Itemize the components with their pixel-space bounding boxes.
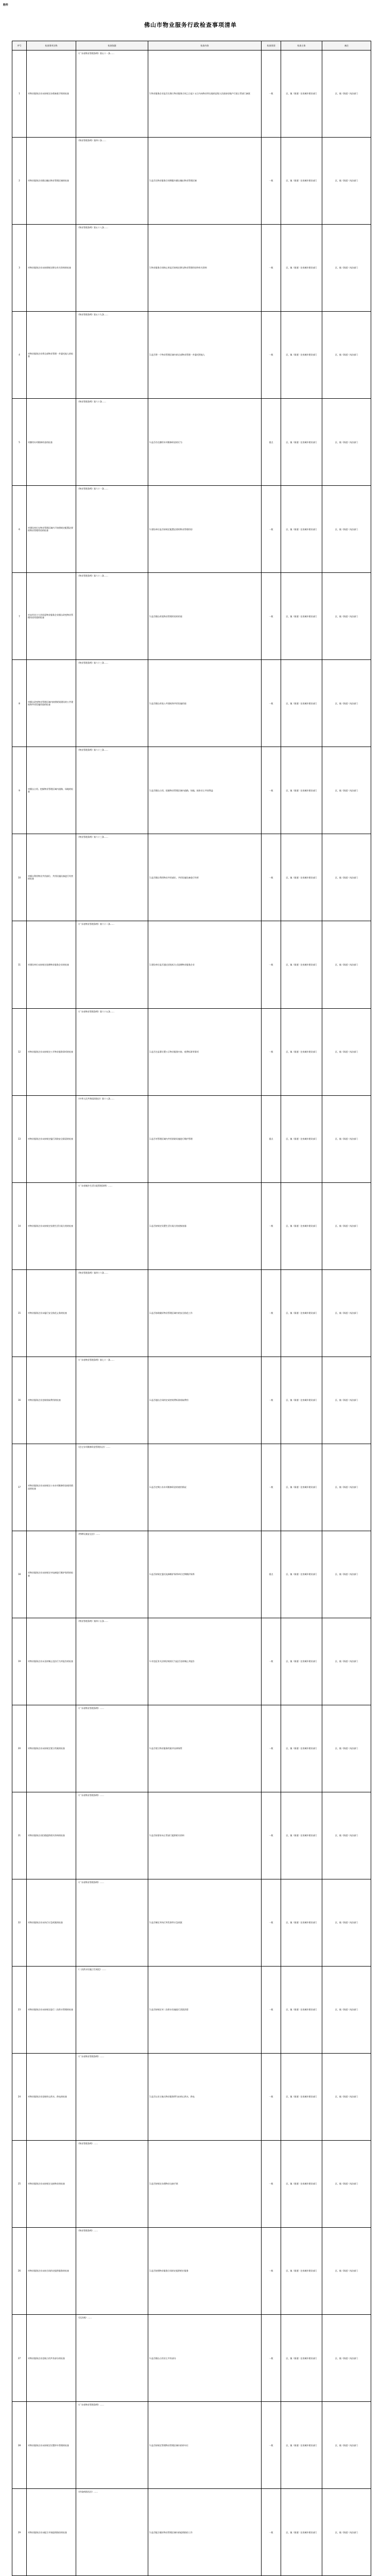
row-number: 16 xyxy=(12,1357,27,1444)
row-basis: 《广东省物业管理条例》…… xyxy=(76,1705,148,1792)
row-item-name: 对物业服务企业未按合同约定提供服务的检查 xyxy=(27,2228,76,2315)
row-note: 区、镇（街道）执法部门 xyxy=(322,1967,371,2054)
table-row xyxy=(12,138,371,225)
row-note: 区、镇（街道）执法部门 xyxy=(322,225,371,312)
row-content: 1.是否以业主拖欠物业服务费为由停止供水、供电 xyxy=(148,2054,262,2141)
row-number: 10 xyxy=(12,834,27,921)
row-category: 一般 xyxy=(262,50,281,138)
row-number: 27 xyxy=(12,2315,27,2402)
row-category: 一般 xyxy=(262,312,281,399)
row-item-name: 对物业服务企业将全部物业管理一并委托他人的检查 xyxy=(27,312,76,399)
row-content: 1.建设单位是否通过招投标方式选聘物业服务企业 xyxy=(148,921,262,1008)
row-category: 一般 xyxy=(262,2402,281,2489)
row-subject: 区、镇（街道）住房城乡建设部门 xyxy=(281,1357,322,1444)
attachment-label: 附件 xyxy=(3,4,9,7)
header-note: 备注 xyxy=(322,41,371,50)
row-basis: 《物业管理条例》第六十三条…… xyxy=(76,747,148,834)
row-content: 1.是否按规定设置生活垃圾分类收集容器 xyxy=(148,1182,262,1269)
row-item-name: 对物业服务企业未按照规定移交有关资料的检查 xyxy=(27,225,76,312)
row-number: 2 xyxy=(12,138,27,225)
row-number: 20 xyxy=(12,1705,27,1792)
table-row xyxy=(12,312,371,399)
row-subject: 区、镇（街道）住房城乡建设部门 xyxy=(281,1269,322,1357)
table-header-row xyxy=(12,41,371,50)
row-subject: 区、镇（街道）住房城乡建设部门 xyxy=(281,1444,322,1531)
row-content: 1.是否擅自改变物业管理用房的用途 xyxy=(148,573,262,660)
row-note: 区、镇（街道）执法部门 xyxy=(322,2315,371,2402)
row-item-name: 对未经业主大会同意物业服务企业擅自改变物业管理用房用途的检查 xyxy=(27,573,76,660)
row-subject: 区、镇（街道）住房城乡建设部门 xyxy=(281,2402,322,2489)
row-category: 一般 xyxy=(262,921,281,1008)
row-basis: 《广东省物业管理条例》第七十一条…… xyxy=(76,1357,148,1444)
row-subject: 区、镇（街道）住房城乡建设部门 xyxy=(281,2315,322,2402)
row-category: 一般 xyxy=(262,1357,281,1444)
row-basis: 《住宅专项维修资金管理办法》…… xyxy=(76,1444,148,1531)
row-note: 区、镇（街道）执法部门 xyxy=(322,747,371,834)
row-item-name: 对建设单位在物业管理区域内不按照规定配置必要的物业管理用房的检查 xyxy=(27,486,76,573)
table-row xyxy=(12,1967,371,2054)
row-subject: 区、镇（街道）住房城乡建设部门 xyxy=(281,660,322,747)
row-note: 区、镇（街道）执法部门 xyxy=(322,486,371,573)
row-basis: 《传染病防治法》…… xyxy=(76,2489,148,2576)
row-number: 28 xyxy=(12,2402,27,2489)
row-content: 1.是否擅自占用、挖掘物业管理区域内道路、场地，损害业主共同利益 xyxy=(148,747,262,834)
row-number: 29 xyxy=(12,2489,27,2576)
table-row xyxy=(12,1618,371,1705)
row-note: 区、镇（街道）执法部门 xyxy=(322,2228,371,2315)
row-basis: 《广东省物业管理条例》…… xyxy=(76,1792,148,1879)
row-number: 15 xyxy=(12,1269,27,1357)
row-content: 1.是否按规定办理物业交接手续 xyxy=(148,2141,262,2228)
row-category: 一般 xyxy=(262,2228,281,2315)
row-content: 1.是否在物业服务合同期限内擅自撤出物业管理区域 xyxy=(148,138,262,225)
row-note: 区、镇（街道）执法部门 xyxy=(322,312,371,399)
row-subject: 区、镇（街道）住房城乡建设部门 xyxy=(281,1095,322,1182)
row-category: 一般 xyxy=(262,225,281,312)
row-number: 13 xyxy=(12,1095,27,1182)
row-number: 14 xyxy=(12,1182,27,1269)
row-subject: 区、镇（街道）住房城乡建设部门 xyxy=(281,2141,322,2228)
row-number: 1 xyxy=(12,50,27,138)
row-basis: 《物业管理条例》第六十一条…… xyxy=(76,486,148,573)
row-category: 一般 xyxy=(262,660,281,747)
row-content: 1.是否按规定对二次供水设施进行清洗消毒 xyxy=(148,1967,262,2054)
table-row xyxy=(12,1095,371,1182)
row-content: 1.是否对管理区域内共用消防设施进行维护管理 xyxy=(148,1095,262,1182)
row-item-name: 对物业服务企业未按规定交接物业的检查 xyxy=(27,2141,76,2228)
table-row xyxy=(12,2489,371,2576)
row-category: 一般 xyxy=(262,2315,281,2402)
table-row xyxy=(12,399,371,486)
row-category: 一般 xyxy=(262,834,281,921)
row-content: 1.是否建立物业服务档案并妥善保管 xyxy=(148,1705,262,1792)
header-subject: 检查主体 xyxy=(281,41,322,50)
row-basis: 《物业管理条例》第四十条…… xyxy=(76,138,148,225)
row-basis: 《物业管理条例》第六十三条…… xyxy=(76,834,148,921)
row-note: 区、镇（街道）执法部门 xyxy=(322,1095,371,1182)
row-subject: 区、镇（街道）住房城乡建设部门 xyxy=(281,921,322,1008)
row-subject: 区、镇（街道）住房城乡建设部门 xyxy=(281,1618,322,1705)
row-note: 区、镇（街道）执法部门 xyxy=(322,1618,371,1705)
table-row xyxy=(12,50,371,138)
row-number: 23 xyxy=(12,1967,27,2054)
row-basis: 《物业管理条例》第四十五条…… xyxy=(76,1618,148,1705)
row-basis: 《广东省物业管理条例》第五十一条…… xyxy=(76,50,148,138)
row-item-name: 对物业服务企业拒绝提供相关资料的检查 xyxy=(27,1792,76,1879)
row-category: 一般 xyxy=(262,1967,281,2054)
row-note: 区、镇（街道）执法部门 xyxy=(322,1269,371,1357)
row-basis: 《物业管理条例》…… xyxy=(76,2228,148,2315)
row-note: 区、镇（街道）执法部门 xyxy=(322,138,371,225)
row-note: 区、镇（街道）执法部门 xyxy=(322,1008,371,1095)
row-item-name: 对物业服务企业未配合开展疫情防控的检查 xyxy=(27,2489,76,2576)
row-subject: 区、镇（街道）住房城乡建设部门 xyxy=(281,834,322,921)
row-content: 1.是否配合做好物业管理区域内的疫情防控工作 xyxy=(148,2489,262,2576)
table-row xyxy=(12,486,371,573)
table-row xyxy=(12,573,371,660)
row-basis: 《中华人民共和国消防法》第十八条…… xyxy=(76,1095,148,1182)
row-subject: 区、镇（街道）住房城乡建设部门 xyxy=(281,747,322,834)
table-row xyxy=(12,1008,371,1095)
row-category: 一般 xyxy=(262,1182,281,1269)
row-item-name: 对物业服务企业违规收取费用的检查 xyxy=(27,1357,76,1444)
table-row xyxy=(12,1182,371,1269)
row-subject: 区、镇（街道）住房城乡建设部门 xyxy=(281,50,322,138)
row-note: 区、镇（街道）执法部门 xyxy=(322,1531,371,1618)
row-category: 一般 xyxy=(262,573,281,660)
header-category: 检查类别 xyxy=(262,41,281,50)
row-item-name: 对擅自占用、挖掘物业管理区域内道路、场地的检查 xyxy=(27,747,76,834)
row-subject: 区、镇（街道）住房城乡建设部门 xyxy=(281,2489,322,2576)
row-content: 1.是否协助做好物业管理区域内的安全防范工作 xyxy=(148,1269,262,1357)
row-content: 1.是否擅自利用物业共用部位、共用设施设备进行经营 xyxy=(148,834,262,921)
row-category: 一般 xyxy=(262,2141,281,2228)
row-item-name: 对物业服务企业违规停止供水、供电的检查 xyxy=(27,2054,76,2141)
row-item-name: 对建设单位未按规定选聘物业服务企业的检查 xyxy=(27,921,76,1008)
row-content: 1.是否按规定管理物业管理区域内的停车位 xyxy=(148,2402,262,2489)
row-subject: 区、镇（街道）住房城乡建设部门 xyxy=(281,1531,322,1618)
row-content: 1.物业服务合同终止时是否按规定移交物业管理用房和有关资料 xyxy=(148,225,262,312)
row-category: 一般 xyxy=(262,1008,281,1095)
row-subject: 区、镇（街道）住房城乡建设部门 xyxy=(281,1008,322,1095)
row-basis: 《广东省物业管理条例》第六十二条…… xyxy=(76,921,148,1008)
row-category: 一般 xyxy=(262,1444,281,1531)
table-row xyxy=(12,1357,371,1444)
row-subject: 区、镇（街道）住房城乡建设部门 xyxy=(281,312,322,399)
row-note: 区、镇（街道）执法部门 xyxy=(322,2141,371,2228)
table-row xyxy=(12,1792,371,1879)
row-content: 1.是否定期公布专项维修资金的使用情况 xyxy=(148,1444,262,1531)
table-row xyxy=(12,834,371,921)
row-item-name: 对物业服务企业未按规定进行二次供水管理的检查 xyxy=(27,1967,76,2054)
row-note: 区、镇（街道）执法部门 xyxy=(322,1444,371,1531)
row-basis: 《物业管理条例》第五十八条…… xyxy=(76,225,148,312)
row-number: 4 xyxy=(12,312,27,399)
row-number: 5 xyxy=(12,399,27,486)
row-note: 区、镇（街道）执法部门 xyxy=(322,1879,371,1966)
row-subject: 区、镇（街道）住房城乡建设部门 xyxy=(281,1967,322,2054)
row-subject: 区、镇（街道）住房城乡建设部门 xyxy=(281,225,322,312)
row-content: 1.是否将一个物业管理区域内的全部物业管理一并委托给他人 xyxy=(148,312,262,399)
header-content: 检查内容 xyxy=(148,41,262,50)
row-item-name: 对物业服务企业未按规定处理生活垃圾分类的检查 xyxy=(27,1182,76,1269)
row-number: 6 xyxy=(12,486,27,573)
row-subject: 区、镇（街道）住房城乡建设部门 xyxy=(281,2228,322,2315)
row-basis: 《广东省物业管理条例》…… xyxy=(76,2054,148,2141)
row-basis: 《物业管理条例》第四十六条…… xyxy=(76,1269,148,1357)
row-category: 重点 xyxy=(262,399,281,486)
row-content: 1.物业服务企业是否在签订物业服务合同之日起十五日内向物业所在地的县级人民政府房地产行政主管部门备案 xyxy=(148,50,262,138)
row-basis: 《广东省城乡生活垃圾管理条例》…… xyxy=(76,1182,148,1269)
row-note: 区、镇（街道）执法部门 xyxy=(322,2402,371,2489)
row-subject: 区、镇（街道）住房城乡建设部门 xyxy=(281,2054,322,2141)
row-number: 24 xyxy=(12,2054,27,2141)
row-note: 区、镇（街道）执法部门 xyxy=(322,50,371,138)
row-content: 1.是否制定并执行突发事件应急预案 xyxy=(148,1879,262,1966)
row-basis: 《物业管理条例》第六十二条…… xyxy=(76,573,148,660)
row-note: 区、镇（街道）执法部门 xyxy=(322,2054,371,2141)
row-content: 1.是否擅自占用业主共有部分 xyxy=(148,2315,262,2402)
row-number: 26 xyxy=(12,2228,27,2315)
row-subject: 区、镇（街道）住房城乡建设部门 xyxy=(281,486,322,573)
table-row xyxy=(12,2402,371,2489)
row-item-name: 对物业服务企业未按规定履行消防安全职责的检查 xyxy=(27,1095,76,1182)
row-category: 重点 xyxy=(262,1095,281,1182)
header-basis: 检查依据 xyxy=(76,41,148,50)
row-category: 一般 xyxy=(262,138,281,225)
row-subject: 区、镇（街道）住房城乡建设部门 xyxy=(281,1182,322,1269)
row-item-name: 对物业服务企业未按规定公开物业服务事项的检查 xyxy=(27,1008,76,1095)
table-row xyxy=(12,1879,371,1966)
row-content: 1.是否按照物业服务合同约定提供相应服务 xyxy=(148,2228,262,2315)
row-number: 17 xyxy=(12,1444,27,1531)
row-basis: 《物业管理条例》第六十三条…… xyxy=(76,660,148,747)
row-note: 区、镇（街道）执法部门 xyxy=(322,921,371,1008)
row-basis: 《民法典》…… xyxy=(76,2315,148,2402)
row-item-name: 对物业服务企业未按规定公布专项维修资金使用情况的检查 xyxy=(27,1444,76,1531)
row-number: 21 xyxy=(12,1792,27,1879)
row-item-name: 对物业服务企业未按规定对电梯进行维护保养的检查 xyxy=(27,1531,76,1618)
row-item-name: 对物业服务企业擅自撤出物业管理区域的检查 xyxy=(27,138,76,225)
row-basis: 《广东省物业管理条例》第六十五条…… xyxy=(76,1008,148,1095)
row-subject: 区、镇（街道）住房城乡建设部门 xyxy=(281,1879,322,1966)
table-row xyxy=(12,1705,371,1792)
row-item-name: 对物业服务企业未执行应急预案的检查 xyxy=(27,1879,76,1966)
row-note: 区、镇（街道）执法部门 xyxy=(322,1792,371,1879)
row-basis: 《物业管理条例》第六十条…… xyxy=(76,399,148,486)
table-row xyxy=(12,660,371,747)
row-number: 9 xyxy=(12,747,27,834)
row-content: 1.是否超出合同约定或者收费标准收取费用 xyxy=(148,1357,262,1444)
row-subject: 区、镇（街道）住房城乡建设部门 xyxy=(281,399,322,486)
row-subject: 区、镇（街道）住房城乡建设部门 xyxy=(281,573,322,660)
header-item: 检查事项名称 xyxy=(27,41,76,50)
row-item-name: 对物业服务企业未按规定建立档案的检查 xyxy=(27,1705,76,1792)
row-note: 区、镇（街道）执法部门 xyxy=(322,1182,371,1269)
row-category: 一般 xyxy=(262,1705,281,1792)
row-content: 1.是否按规定委托电梯维护保养单位定期维护保养 xyxy=(148,1531,262,1618)
table-row xyxy=(12,225,371,312)
row-note: 区、镇（街道）执法部门 xyxy=(322,573,371,660)
row-note: 区、镇（街道）执法部门 xyxy=(322,660,371,747)
row-category: 一般 xyxy=(262,1792,281,1879)
row-item-name: 对物业服务企业未履行安全防范义务的检查 xyxy=(27,1269,76,1357)
row-number: 25 xyxy=(12,2141,27,2228)
row-content: 1.是否擅自改变公共建筑和共用设施用途 xyxy=(148,660,262,747)
row-basis: 《物业管理条例》第五十九条…… xyxy=(76,312,148,399)
row-note: 区、镇（街道）执法部门 xyxy=(322,1357,371,1444)
row-subject: 区、镇（街道）住房城乡建设部门 xyxy=(281,1705,322,1792)
row-item-name: 对挪用专项维修资金的检查 xyxy=(27,399,76,486)
inspection-table xyxy=(12,41,371,2576)
row-category: 一般 xyxy=(262,486,281,573)
row-note: 区、镇（街道）执法部门 xyxy=(322,1705,371,1792)
row-basis: 《特种设备安全法》…… xyxy=(76,1531,148,1618)
row-content: 1.是否存在挪用专项维修资金的行为 xyxy=(148,399,262,486)
table-row xyxy=(12,1531,371,1618)
header-no: 序号 xyxy=(12,41,27,50)
row-content: 1.建设单位是否按规定配置必要的物业管理用房 xyxy=(148,486,262,573)
row-note: 区、镇（街道）执法部门 xyxy=(322,2489,371,2576)
table-row xyxy=(12,2054,371,2141)
row-number: 12 xyxy=(12,1008,27,1095)
row-number: 3 xyxy=(12,225,27,312)
table-row xyxy=(12,1444,371,1531)
row-subject: 区、镇（街道）住房城乡建设部门 xyxy=(281,1792,322,1879)
table-row xyxy=(12,2141,371,2228)
row-item-name: 对物业服务企业未按规定设置停车管理的检查 xyxy=(27,2402,76,2489)
table-row xyxy=(12,2228,371,2315)
row-number: 11 xyxy=(12,921,27,1008)
row-basis: 《广东省物业管理条例》…… xyxy=(76,2402,148,2489)
row-number: 8 xyxy=(12,660,27,747)
row-basis: 《二次供水设施卫生规范》…… xyxy=(76,1967,148,2054)
row-category: 一般 xyxy=(262,747,281,834)
row-category: 一般 xyxy=(262,2054,281,2141)
row-item-name: 对擅自利用物业共用部位、共用设施设备进行经营的检查 xyxy=(27,834,76,921)
row-basis: 《广东省物业管理条例》…… xyxy=(76,1879,148,1966)
row-content: 1.对违反有关法律法规的行为是否及时制止并报告 xyxy=(148,1618,262,1705)
row-item-name: 对物业服务企业未及时制止违法行为并报告的检查 xyxy=(27,1618,76,1705)
table-row xyxy=(12,747,371,834)
row-category: 一般 xyxy=(262,1269,281,1357)
row-note: 区、镇（街道）执法部门 xyxy=(322,399,371,486)
row-number: 22 xyxy=(12,1879,27,1966)
table-row xyxy=(12,2315,371,2402)
table-row xyxy=(12,1269,371,1357)
row-category: 一般 xyxy=(262,1879,281,1966)
row-number: 7 xyxy=(12,573,27,660)
row-subject: 区、镇（街道）住房城乡建设部门 xyxy=(281,138,322,225)
row-category: 重点 xyxy=(262,1531,281,1618)
row-item-name: 对擅自改变物业管理区域内按照规划建设的公共建筑和共用设施用途的检查 xyxy=(27,660,76,747)
row-category: 一般 xyxy=(262,1618,281,1705)
row-note: 区、镇（街道）执法部门 xyxy=(322,834,371,921)
table-row xyxy=(12,921,371,1008)
page-title: 佛山市物业服务行政检查事项清单 xyxy=(144,22,237,28)
row-item-name: 对物业服务企业违规占用共有部分的检查 xyxy=(27,2315,76,2402)
row-content: 1.是否在显著位置公示物业服务内容、收费标准等事项 xyxy=(148,1008,262,1095)
row-basis: 《物业管理条例》…… xyxy=(76,2141,148,2228)
row-number: 18 xyxy=(12,1531,27,1618)
row-category: 一般 xyxy=(262,2489,281,2576)
table-body xyxy=(12,50,371,2576)
row-content: 1.是否按要求向主管部门提供相关资料 xyxy=(148,1792,262,1879)
row-number: 19 xyxy=(12,1618,27,1705)
row-item-name: 对物业服务企业未按规定办理备案手续的检查 xyxy=(27,50,76,138)
